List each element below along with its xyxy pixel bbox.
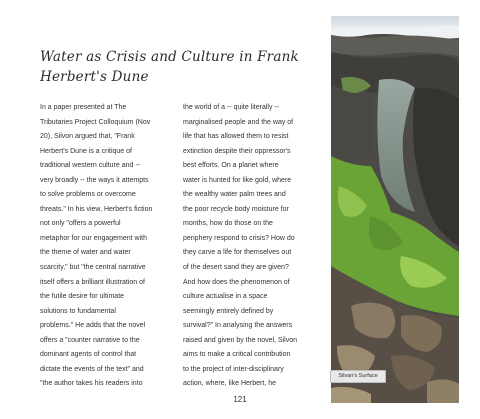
text-line: "the author takes his readers into (40, 380, 143, 388)
text-line: problems." He adds that the novel (40, 322, 146, 330)
photo-caption: Silvan's Surface (330, 370, 386, 383)
text-line: dominant agents of control that (40, 351, 137, 359)
text-line: In a paper presented at The (40, 104, 127, 111)
text-line: extinction despite their oppressor's (183, 147, 291, 155)
coastal-rock-photo (331, 16, 459, 403)
left-text-column (40, 101, 178, 392)
text-line: very broadly -- the ways it attempts (40, 176, 149, 184)
text-line: water is hunted for like gold, where (183, 176, 292, 184)
text-line: metaphor for our engagement with (40, 234, 148, 242)
text-line: they carve a life for themselves out (183, 249, 292, 257)
text-line: to the project of inter-disciplinary (183, 365, 284, 373)
text-line: the world of a -- quite literally -- (183, 104, 280, 111)
text-line: itself offers a brilliant illustration of (40, 278, 145, 286)
text-line: Herbert's Dune is a critique of (40, 147, 132, 155)
article-title (40, 47, 320, 87)
text-line: raised and given by the novel, Silvon (183, 336, 298, 344)
text-line: scarcity," but "the central narrative (40, 264, 146, 272)
text-line: culture actualise in a space (183, 293, 268, 301)
text-line: And how does the phenomenon of (183, 278, 290, 286)
text-line: periphery respond to crisis? How do (183, 234, 295, 242)
text-line: the futile desire for ultimate (40, 293, 125, 301)
text-line: the theme of water and water (40, 249, 131, 257)
text-line: aims to make a critical contribution (183, 351, 291, 359)
text-line: 20), Silvon argued that, "Frank (40, 133, 135, 141)
text-line: action, where, like Herbert, he (183, 380, 276, 388)
text-line: dictate the events of the text" and (40, 365, 144, 373)
text-line: to solve problems or overcome (40, 191, 136, 199)
right-text-column (183, 101, 321, 392)
text-line: not only "offers a powerful (40, 220, 121, 228)
text-line: life that has allowed them to resist (183, 133, 289, 141)
text-line: the poor recycle body moisture for (183, 205, 289, 213)
page-number: 121 (233, 395, 247, 404)
text-line: the wealthy water palm trees and (183, 191, 286, 199)
title-line-1: Water as Crisis and Culture in Frank (40, 49, 299, 65)
title-line-2: Herbert's Dune (40, 69, 149, 85)
text-line: survival?" In analysing the answers (183, 322, 293, 330)
text-line: marginalised people and the way of (183, 118, 294, 126)
text-line: offers a "counter narrative to the (40, 336, 140, 344)
text-line: months, how do those on the (183, 220, 273, 228)
text-line: threats." In his view, Herbert's fiction (40, 205, 153, 213)
text-line: best efforts. On a planet where (183, 162, 279, 170)
text-line: Tributaries Project Colloquium (Nov (40, 118, 151, 126)
text-line: seemingly entirely defined by (183, 307, 274, 315)
text-line: traditional western culture and -- (40, 162, 140, 170)
text-line: of the desert sand they are given? (183, 264, 289, 272)
text-line: solutions to fundamental (40, 307, 116, 315)
